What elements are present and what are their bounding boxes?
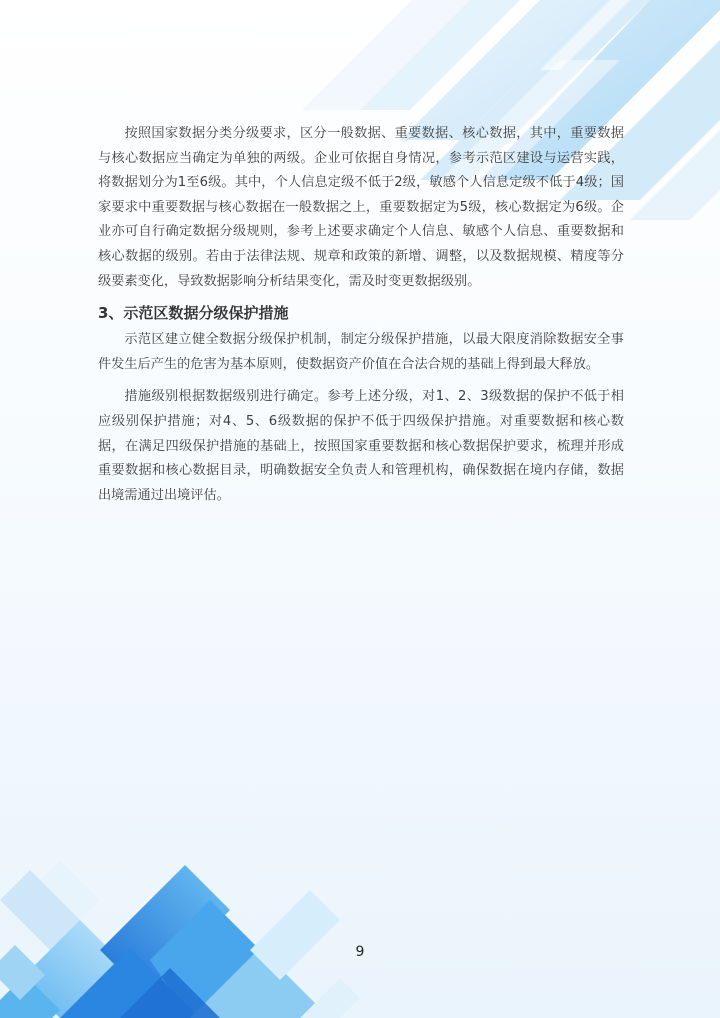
paragraph-protection-mechanism: 示范区建立健全数据分级保护机制，制定分级保护措施，以最大限度消除数据安全事件发生后产生的危害为基本原则，使数据资产价值在合法合规的基础上得到最大释放。 (98, 332, 624, 372)
paragraph-data-classification: 按照国家数据分类分级要求，区分一般数据、重要数据、核心数据，其中，重要数据与核心数据应当确定为单独的两级。企业可依据自身情况，参考示范区建设与运营实践，将数据划分为1至6级。其中，个人信息定级不低于2级，敏感个人信息定级不低于4级；国家要求中重要数据与核心数据在一般数据之上，重要数据定为5级，核心数据定为6级。企业亦可自行确定数据分级规则，参考上述要求确定个人信息、敏感个人信息、重要数据和核心数据的级别。若由于法律法规、规章和政策的新增、调整，以及数据规模、精度等分级要素变化，导致数据影响分析结果变化，需及时变更数据级别。 (98, 126, 624, 289)
main-content (98, 122, 624, 508)
bottom-left-diamonds (0, 860, 360, 1018)
paragraph-protection-measures: 措施级别根据数据级别进行确定。参考上述分级，对1、2、3级数据的保护不低于相应级别保护措施；对4、5、6级数据的保护不低于四级保护措施。对重要数据和核心数据，在满足四级保护措施的基础上，按照国家重要数据和核心数据保护要求，梳理并形成重要数据和核心数据目录，明确数据安全负责人和管理机构，确保数据在境内存储，数据出境需通过出境评估。 (98, 389, 624, 503)
section-heading: 3、示范区数据分级保护措施 (98, 304, 289, 323)
page-number: 9 (355, 944, 365, 960)
